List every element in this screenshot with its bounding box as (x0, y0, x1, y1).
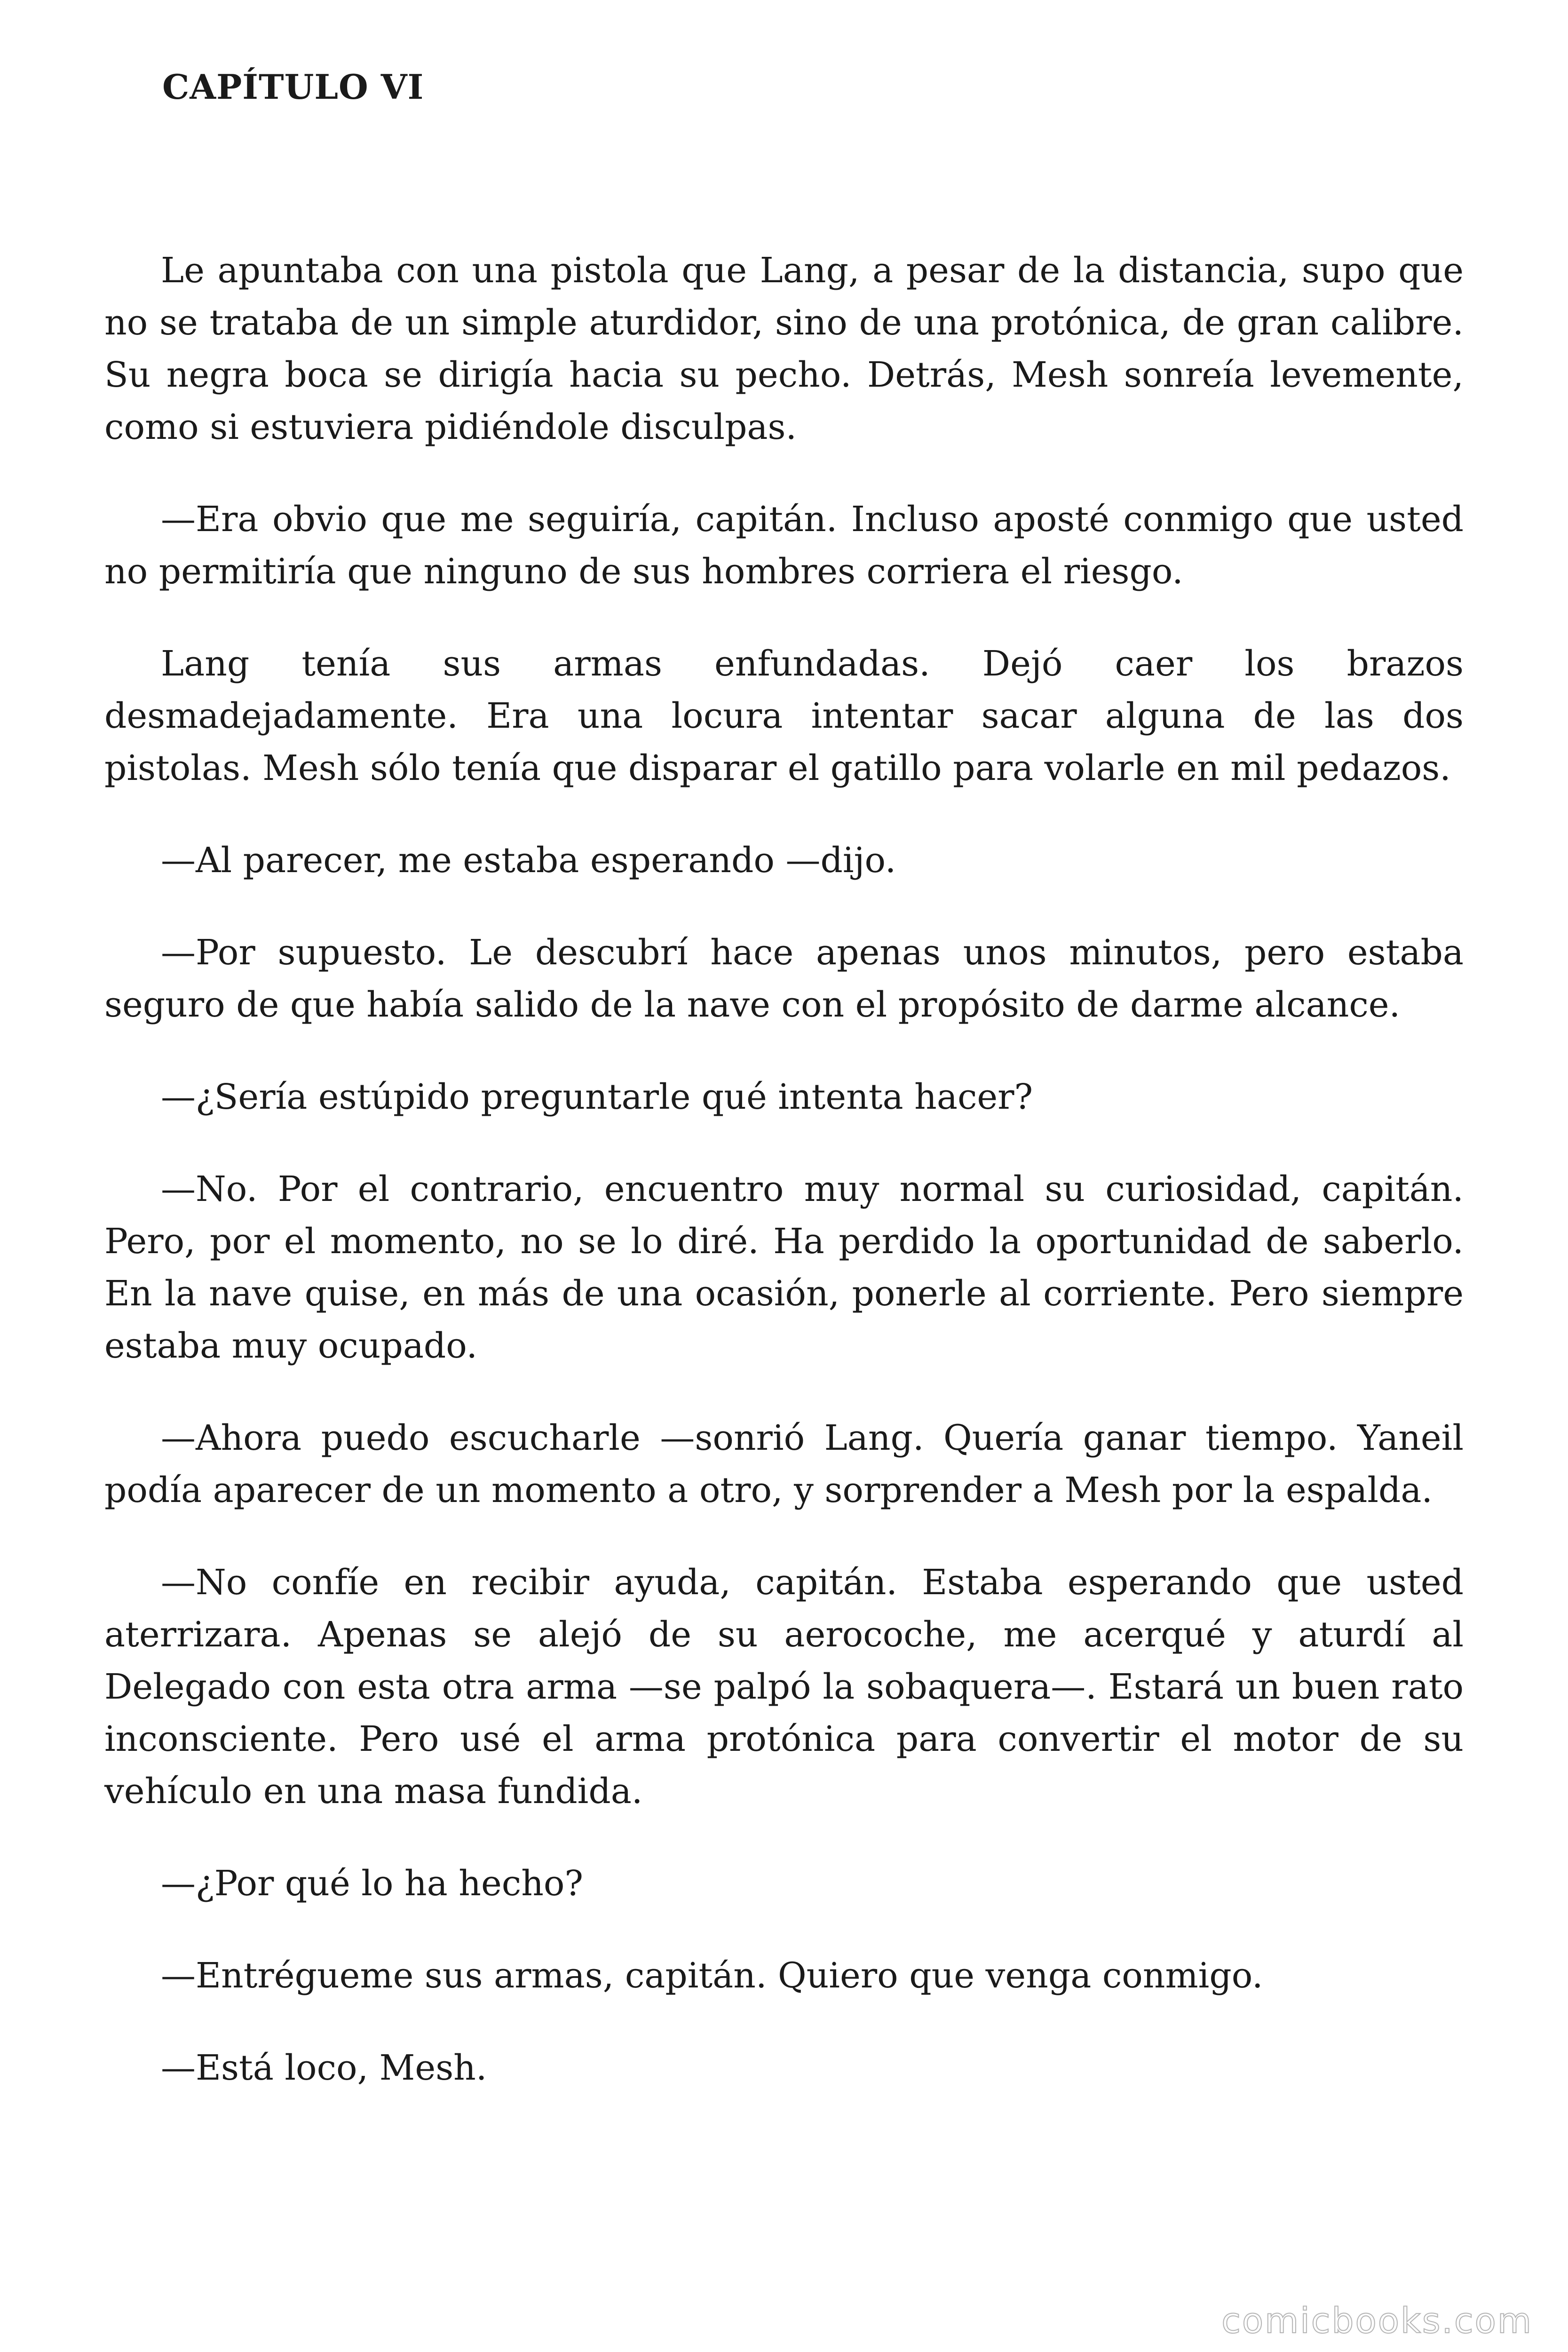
paragraph: Lang tenía sus armas enfundadas. Dejó caer los brazos desmadejadamente. Era una locura intentar sacar alguna de las dos pistolas. Mesh sólo tenía que disparar el gatillo para volarle en mil pedazos. (104, 644, 1464, 788)
chapter-text (104, 245, 1464, 2134)
paragraph: —Ahora puedo escucharle —sonrió Lang. Quería ganar tiempo. Yaneil podía aparecer de un momento a otro, y sorprender a Mesh por la espalda. (104, 1418, 1464, 1510)
paragraph: —Al parecer, me estaba esperando —dijo. (161, 840, 896, 881)
paragraph: —Está loco, Mesh. (161, 2048, 487, 2088)
paragraph: —Entrégueme sus armas, capitán. Quiero que venga conmigo. (161, 1955, 1263, 1996)
paragraph: —Era obvio que me seguiría, capitán. Incluso aposté conmigo que usted no permitiría que ninguno de sus hombres corriera el riesgo. (104, 499, 1464, 592)
paragraph: —¿Sería estúpido preguntarle qué intenta hacer? (161, 1077, 1033, 1117)
paragraph: —¿Por qué lo ha hecho? (161, 1863, 584, 1904)
watermark: comicbooks.com (1221, 2301, 1533, 2341)
paragraph: Le apuntaba con una pistola que Lang, a pesar de la distancia, supo que no se trataba de un simple aturdidor, sino de una protónica, de gran calibre. Su negra boca se dirigía hacia su pecho. Detrás, Mesh sonreía levemente, como si estuviera pidiéndole disculpas. (104, 250, 1464, 447)
paragraph: —No. Por el contrario, encuentro muy normal su curiosidad, capitán. Pero, por el momento, no se lo diré. Ha perdido la oportunidad de saberlo. En la nave quise, en más de una ocasión, ponerle al corriente. Pero siempre estaba muy ocupado. (104, 1169, 1464, 1366)
paragraph: —Por supuesto. Le descubrí hace apenas unos minutos, pero estaba seguro de que había salido de la nave con el propósito de darme alcance. (104, 932, 1464, 1025)
chapter-title: CAPÍTULO VI (162, 67, 424, 107)
paragraph: —No confíe en recibir ayuda, capitán. Estaba esperando que usted aterrizara. Apenas se alejó de su aerocoche, me acerqué y aturdí al Delegado con esta otra arma —se palpó la sobaquera—. Estará un buen rato inconsciente. Pero usé el arma protónica para convertir el motor de su vehículo en una masa fundida. (104, 1562, 1464, 1812)
